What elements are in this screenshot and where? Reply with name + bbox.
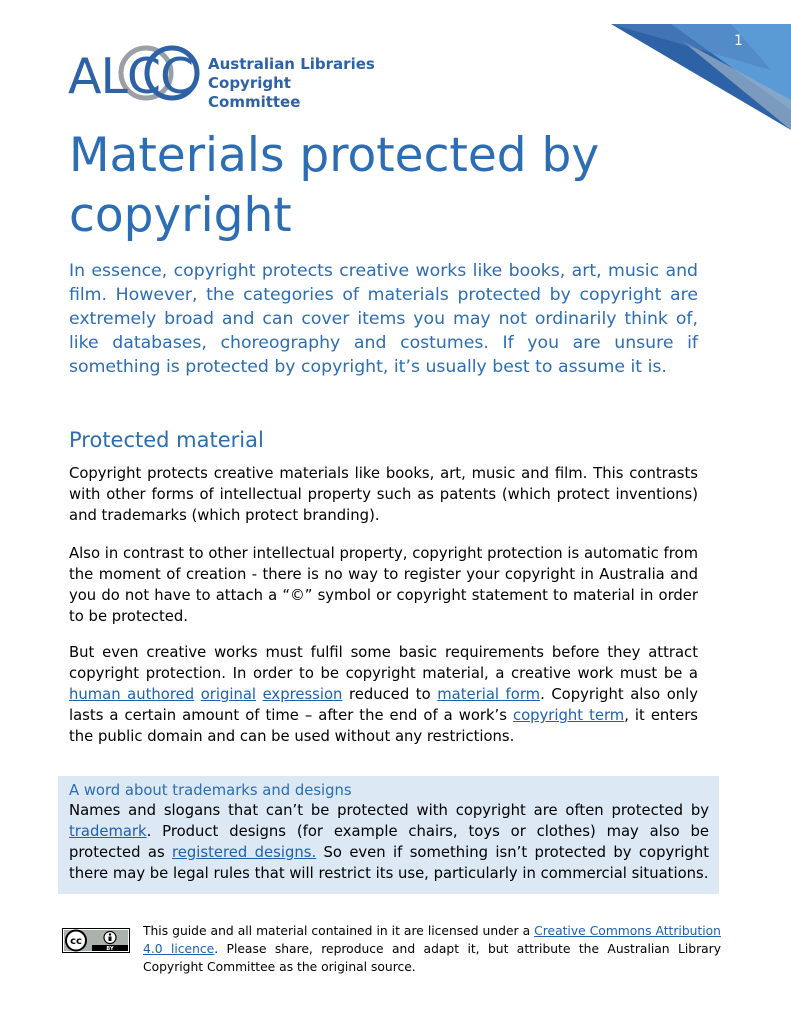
cc-badge-cc-text: cc [70,936,82,947]
link-cc-license[interactable]: Creative Commons Attribution 4.0 licence [143,924,721,956]
corner-decoration [611,0,791,130]
logo-letters: ALCC [68,48,194,105]
lead-paragraph: In essence, copyright protects creative works like books, art, music and film. However, the categories of materials protected by copyright are extremely broad and can cover items you may not ordinarily think of, like databases, choreography and costumes. If you are unsure if something is protected by copyright, it’s usually best to assume it is. [69,261,698,377]
link-trademark[interactable]: trademark [69,823,147,840]
paragraph-2: Also in contrast to other intellectual property, copyright protection is automatic from the moment of creation - there is no way to register your copyright in Australia and you do not have to attach a “©” symbol or copyright statement to material in order to be protected. [69,545,698,625]
paragraph-3-text: reduced to [342,686,438,703]
paragraph-3-text: But even creative works must fulfil some basic requirements before they attract copyright protection. In order to be copyright material, a creative work must be a [69,644,698,682]
page-number: 1 [734,33,743,49]
paragraph-1: Copyright protects creative materials like books, art, music and film. This contrasts with other forms of intellectual property such as patents (which protect inventions) and trademarks (which protect branding). [69,465,698,524]
link-human-authored[interactable]: human authored [69,686,195,703]
link-material-form[interactable]: material form [437,686,541,703]
cc-by-badge-icon [62,928,130,953]
callout-text: . Product designs (for example chairs, toys or clothes) may also be protected as [69,823,709,861]
callout-body [69,800,709,884]
logo-wordmark [208,55,388,112]
callout-title: A word about trademarks and designs [69,782,352,799]
paragraph-3-text: . Copyright also only lasts a certain amount of time – after the end of a work’s [69,686,698,724]
paragraph-3-text: , it enters the public domain and can be used without any restrictions. [69,707,699,745]
license-footer [143,922,721,976]
logo-line-1: Australian Libraries [208,55,375,73]
link-original[interactable]: original [200,686,257,703]
logo-line-2: Copyright Committee [208,74,301,111]
link-expression[interactable]: expression [262,686,343,703]
footer-text: This guide and all material contained in it are licensed under a [143,924,535,938]
page-title: Materials protected by copyright [69,128,600,243]
callout-text: Names and slogans that can’t be protected with copyright are often protected by [69,802,709,819]
link-copyright-term[interactable]: copyright term [512,707,625,724]
alcc-logo [68,42,388,111]
footer-text: . Please share, reproduce and adapt it, but attribute the Australian Library Copyright Committee as the original source. [143,942,721,974]
paragraph-3 [69,642,698,747]
section-heading: Protected material [69,428,264,452]
cc-badge-by-text: BY [106,946,114,952]
callout-text: So even if something isn’t protected by copyright there may be legal rules that will restrict its use, particularly in commercial situations. [69,844,710,882]
trademarks-callout-box [58,776,719,894]
link-registered-designs[interactable]: registered designs. [172,844,317,861]
